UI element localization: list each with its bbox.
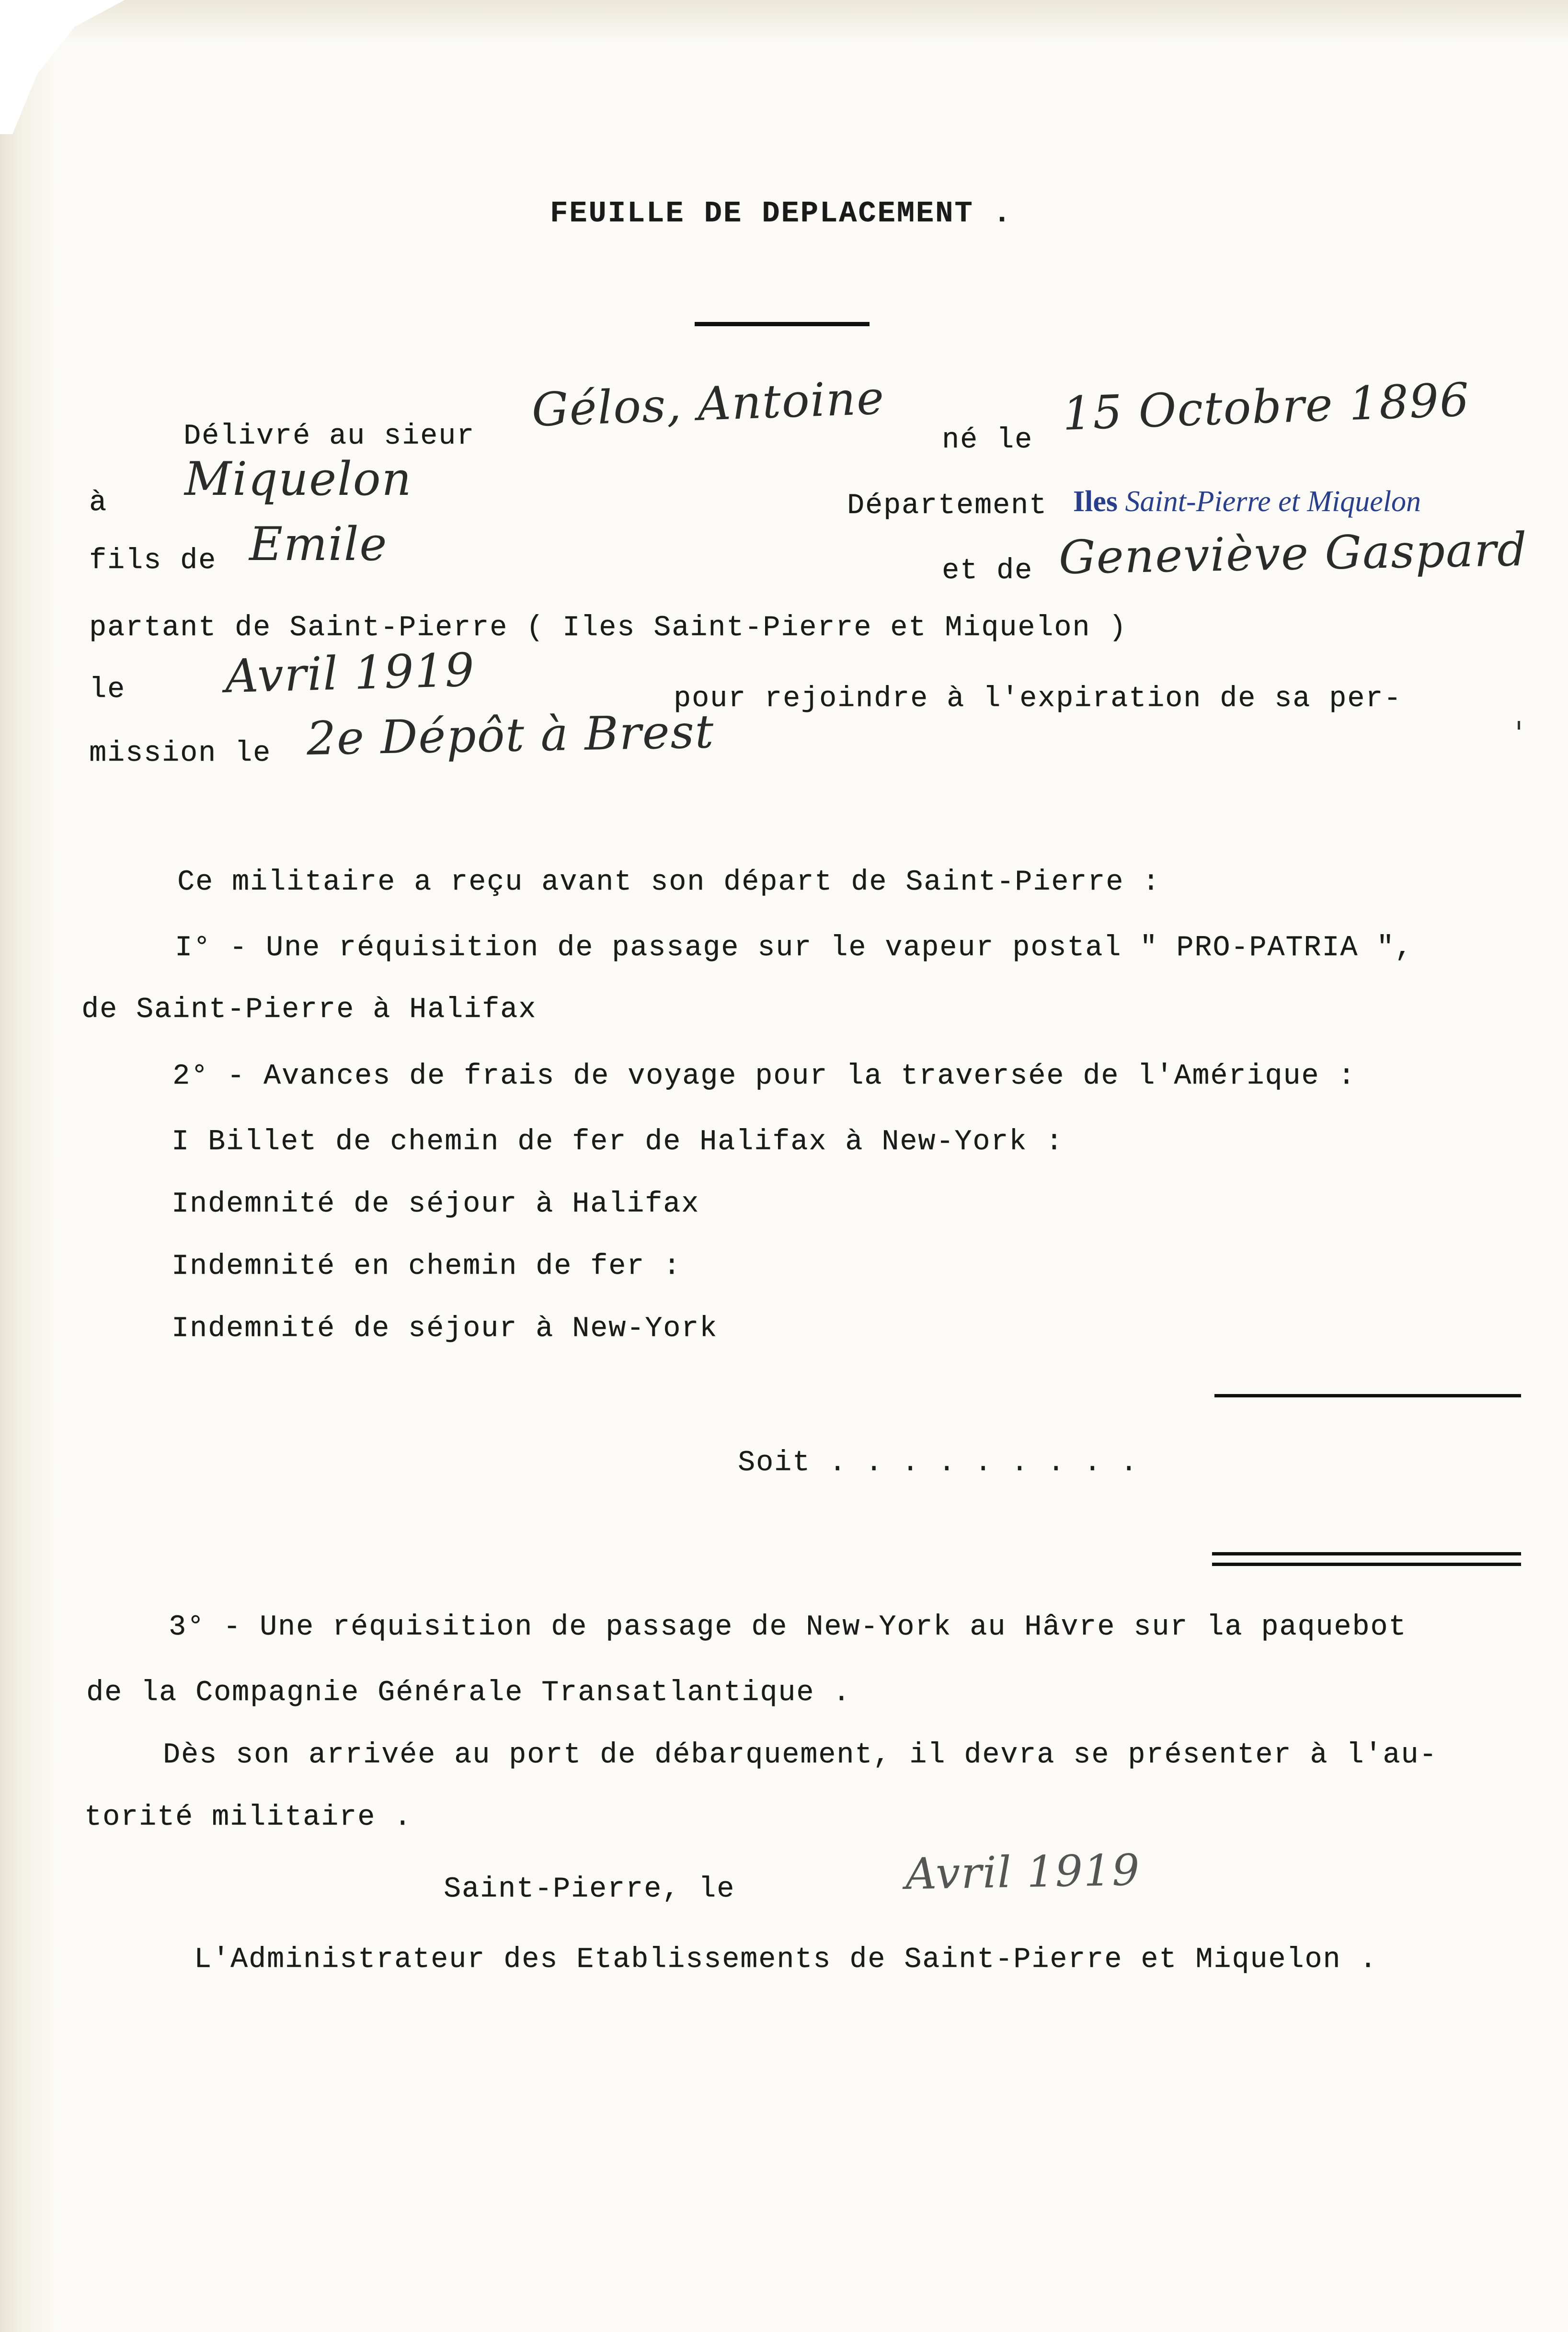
page-edge-shading [0, 0, 57, 2332]
mission-label: mission le [89, 737, 272, 770]
arrival-line-b: torité militaire . [84, 1801, 412, 1834]
leaving-line: partant de Saint-Pierre ( Iles Saint-Pierre et Miquelon ) [89, 612, 1127, 644]
delivered-label: Délivré au sieur [183, 420, 475, 453]
arrival-line-a: Dès son arrivée au port de débarquement, il devra se présenter à l'au- [163, 1739, 1438, 1772]
handwritten-birth-date: 15 Octobre 1896 [1062, 373, 1471, 441]
item3-line-a: 3° - Une réquisition de passage de New-York au Hâvre sur la paquebot [169, 1611, 1407, 1644]
handwritten-departure-date: Avril 1919 [224, 643, 476, 703]
total-double-rule-top [1212, 1552, 1521, 1555]
total-double-rule-bottom [1212, 1563, 1521, 1566]
rejoin-text: pour rejoindre à l'expiration de sa per- [674, 683, 1402, 715]
item1-line-a: I° - Une réquisition de passage sur le vapeur postal " PRO-PATRIA ", [175, 932, 1413, 964]
stamp-part2: Saint-Pierre et Miquelon [1125, 485, 1421, 518]
department-stamp [1073, 485, 1421, 519]
handwritten-sign-date: Avril 1919 [905, 1845, 1141, 1899]
a-label: à [89, 487, 108, 519]
handwritten-birthplace: Miquelon [184, 452, 412, 506]
place-label: Saint-Pierre, le [444, 1873, 735, 1906]
margin-ink-mark [1518, 721, 1520, 730]
sub-item-rail-allowance: Indemnité en chemin de fer : [172, 1250, 682, 1283]
sub-item-newyork-stay: Indemnité de séjour à New-York [172, 1313, 718, 1345]
intro-line: Ce militaire a reçu avant son départ de Saint-Pierre : [177, 866, 1161, 899]
title-underline [695, 322, 870, 326]
stamp-part1: Iles [1073, 485, 1118, 518]
le-label: le [89, 674, 126, 706]
item1-line-b: de Saint-Pierre à Halifax [81, 994, 537, 1026]
item3-line-b: de la Compagnie Générale Transatlantique . [86, 1677, 851, 1709]
handwritten-destination: 2e Dépôt à Brest [306, 705, 715, 766]
department-label: Département [847, 490, 1048, 522]
item2-line: 2° - Avances de frais de voyage pour la traversée de l'Amérique : [172, 1060, 1356, 1093]
page-top-shading [0, 0, 1568, 43]
and-of-label: et de [942, 555, 1033, 587]
handwritten-name: Gélos, Antoine [531, 371, 886, 437]
born-label: né le [942, 424, 1033, 457]
handwritten-mother: Geneviève Gaspard [1058, 522, 1528, 584]
signatory-line: L'Administrateur des Etablissements de Saint-Pierre et Miquelon . [194, 1943, 1378, 1976]
document-title: FEUILLE DE DEPLACEMENT . [550, 196, 1012, 230]
total-label: Soit . . . . . . . . . [738, 1447, 1139, 1479]
son-of-label: fils de [89, 545, 217, 577]
subtotal-rule [1214, 1394, 1521, 1397]
sub-item-halifax-stay: Indemnité de séjour à Halifax [172, 1188, 700, 1221]
sub-item-rail-ticket: I Billet de chemin de fer de Halifax à New-York : [172, 1126, 1064, 1158]
handwritten-father: Emile [249, 517, 388, 571]
